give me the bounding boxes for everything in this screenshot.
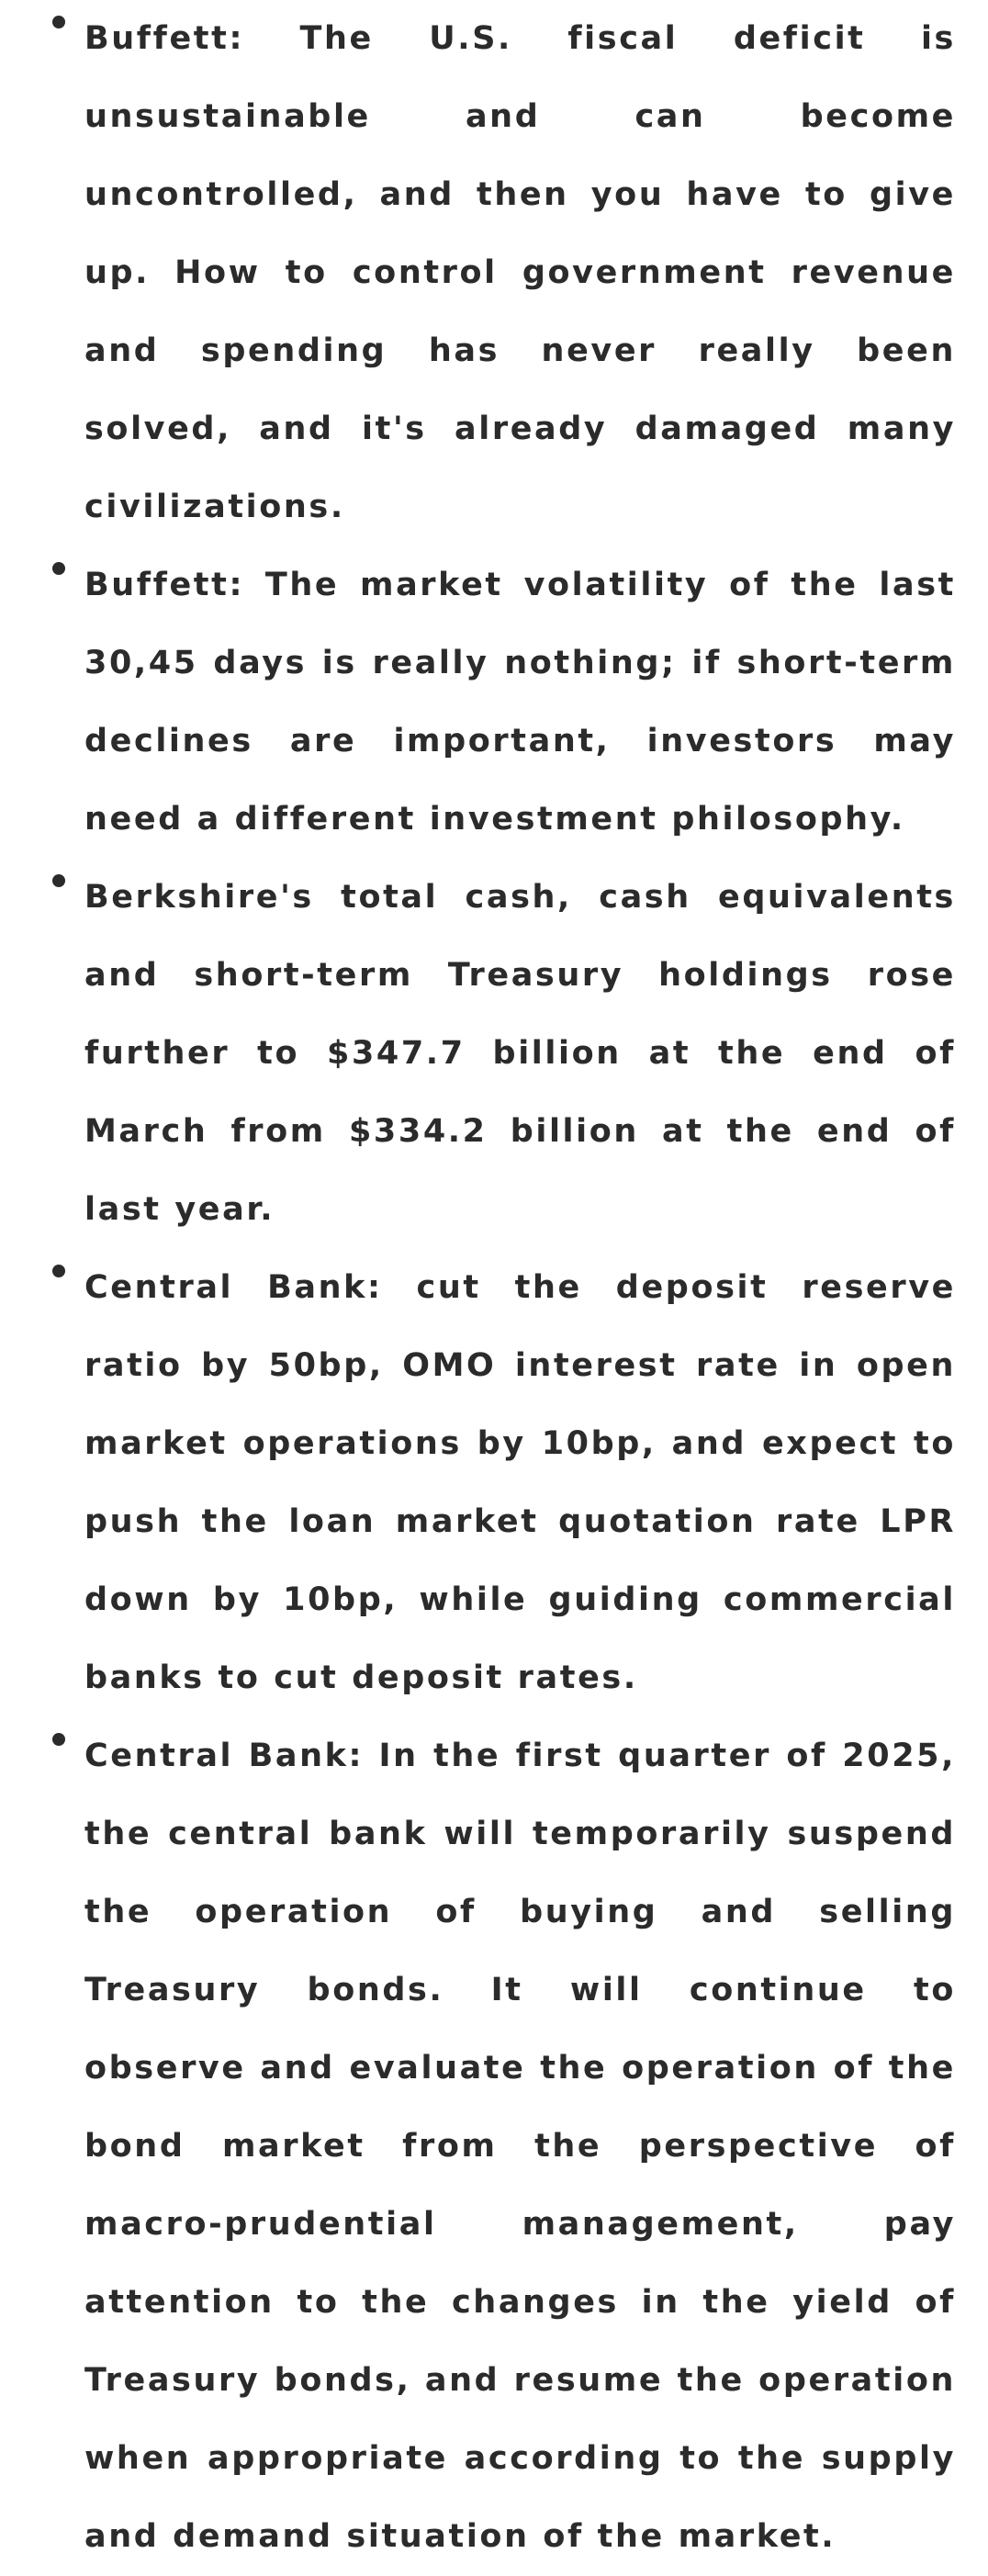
- news-item-text: Buffett: The U.S. fiscal deficit is unsustainable and can become uncontrolled, and then you have to give up. How to control government revenue and spending has never really been solved, and it's already damaged many civilizations.: [84, 20, 956, 525]
- bullet-icon: [52, 1733, 65, 1746]
- bullet-icon: [52, 874, 65, 887]
- bullet-icon: [52, 562, 65, 575]
- news-item-text: Central Bank: cut the deposit reserve ratio by 50bp, OMO interest rate in open market operations by 10bp, and expect to push the loan market quotation rate LPR down by 10bp, while guiding commercial banks to cut deposit rates.: [84, 1269, 956, 1696]
- list-item: [0, 1249, 956, 1717]
- list-item: [0, 859, 956, 1249]
- list-item: [0, 0, 956, 546]
- list-item: [0, 1717, 956, 2576]
- news-item-text: Berkshire's total cash, cash equivalents and short-term Treasury holdings rose further to $347.7 billion at the end of March from $334.2 billion at the end of last year.: [84, 879, 956, 1228]
- list-item: [0, 546, 956, 859]
- news-item-text: Buffett: The market volatility of the last 30,45 days is really nothing; if short-term declines are important, investors may need a different investment philosophy.: [84, 567, 956, 838]
- bullet-icon: [52, 1265, 65, 1277]
- news-item-text: Central Bank: In the first quarter of 2025, the central bank will temporarily suspend the operation of buying and selling Treasury bonds. It will continue to observe and evaluate the operation of the bond market from the perspective of macro-prudential management, pay attention to the changes in the yield of Treasury bonds, and resume the operation when appropriate according to the supply and demand situation of the market.: [84, 1738, 956, 2555]
- bullet-icon: [52, 16, 65, 28]
